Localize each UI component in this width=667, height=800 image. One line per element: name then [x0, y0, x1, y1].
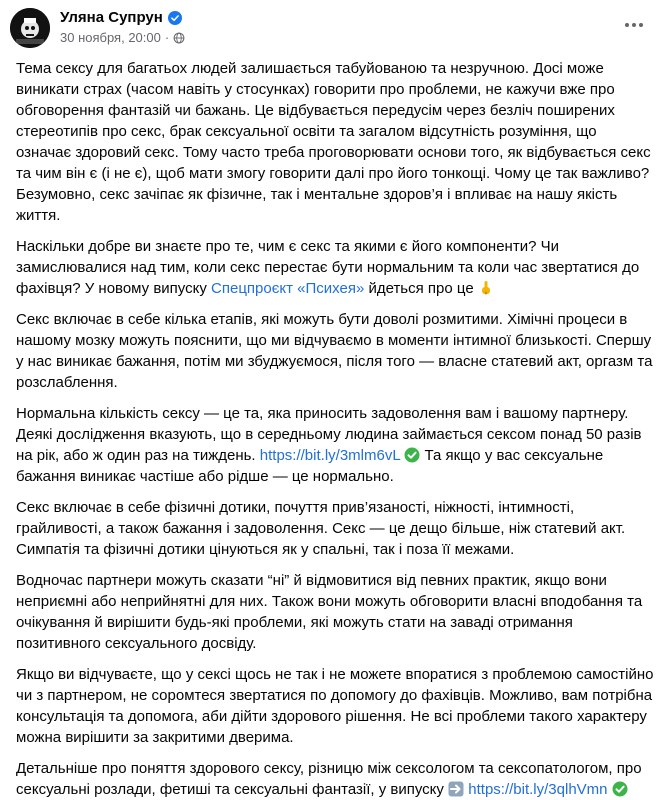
more-options-icon — [624, 22, 644, 28]
post-timestamp[interactable]: 30 ноября, 20:00 — [60, 30, 161, 45]
author-row — [60, 9, 182, 26]
bitly-link-2[interactable]: https://bit.ly/3qlhVmn — [468, 781, 608, 798]
post-header — [0, 0, 667, 58]
green-check-icon — [404, 447, 420, 463]
meta-separator: · — [164, 30, 170, 45]
paragraph-text: Наскільки добре ви знаєте про те, чим є секс та якими є його компоненти? Чи замислювалися над тим, коли секс перестає бути нормальним та коли час звертатися до фахівця? У новому випуску — [16, 238, 640, 297]
bitly-link-1[interactable]: https://bit.ly/3mlm6vL — [259, 447, 401, 464]
author-avatar[interactable] — [10, 8, 50, 48]
post-paragraph — [16, 403, 654, 487]
post-paragraph: Якщо ви відчуваєте, що у сексі щось не так і не можете впоратися з проблемою самостійно чи з партнером, не соромтеся звертатися по допомогу до фахівців. Можливо, вам потрібна консультація та допомога, аби дійти здорового рішення. Не всі проблеми такого характеру можна вирішити за закритими дверима. — [16, 666, 654, 746]
post-paragraph: Водночас партнери можуть сказати “ні” й відмовитися від певних практик, якщо вони неприємні або неприйнятні для них. Також вони можуть обговорити власні вподобання та очікування й вирішити будь-які проблеми, які можуть стати на заваді отримання позитивного сексуального досвіду. — [16, 572, 643, 652]
psycheya-project-link[interactable]: Спецпроєкт «Психея» — [211, 280, 365, 297]
paragraph-text: Нормальна кількість сексу — це та, яка приносить задоволення вам і вашому партнеру. Деякі дослідження вказують, що в середньому людина займається сексом понад 50 разів на рік, або ж один раз на тиждень. — [16, 405, 642, 464]
post-paragraph: Секс включає в себе кілька етапів, які можуть бути доволі розмитими. Хімічні процеси в нашому мозку можуть пояснити, що ми відчуваємо в моменти інтимної близькості. Спершу у нас виникає бажання, потім ми збуджуємося, після того — власне статевий акт, оргазм та розслаблення. — [16, 311, 653, 391]
post-paragraph: Секс включає в себе фізичні дотики, почуття прив’язаності, ніжності, інтимності, грайливості, а також бажання і задоволення. Секс — це дещо більше, ніж статевий акт. Симпатія та фізичні дотики цінуються як у спальні, так і поза її межами. — [16, 499, 626, 558]
verified-badge-icon — [168, 11, 182, 25]
avatar-image — [10, 8, 50, 48]
post-body — [0, 58, 667, 800]
right-arrow-icon — [448, 781, 464, 797]
green-check-icon — [612, 781, 628, 797]
paragraph-text: Детальніше про поняття здорового сексу, різницю між сексологом та сексопатологом, про сексуальні розлади, фетиші та сексуальні фантазії, у випуску — [16, 760, 642, 798]
pointing-down-emoji-icon — [478, 280, 494, 296]
author-name[interactable]: Уляна Супрун — [60, 9, 163, 26]
post-paragraph: Тема сексу для багатьох людей залишається табуйованою та незручною. Досі може виникати страх (часом навіть у стосунках) говорити про проблеми, не кажучи вже про обговорення фантазій чи бажань. Це відбувається передусім через безліч поширених стереотипів про секс, брак сексуальної освіти та загалом відсутність розуміння, що означає здоровий секс. Тому часто треба проговорювати основи того, як відбувається секс та чим він є (і не є), щоб мати змогу говорити далі про його тонкощі. Чому це так важливо? Безумовно, секс зачіпає як фізичне, так і ментальне здоров’я і впливає на нашу якість життя. — [16, 60, 651, 224]
paragraph-text: йдеться про це — [364, 280, 478, 297]
more-options-button[interactable] — [619, 10, 649, 40]
paragraph-text: Та якщо у вас сексуальне бажання виникає частіше або рідше — це нормально. — [16, 447, 604, 485]
post-meta — [60, 30, 185, 45]
post-paragraph — [16, 758, 654, 800]
globe-icon[interactable] — [173, 32, 185, 44]
post-paragraph — [16, 236, 654, 299]
